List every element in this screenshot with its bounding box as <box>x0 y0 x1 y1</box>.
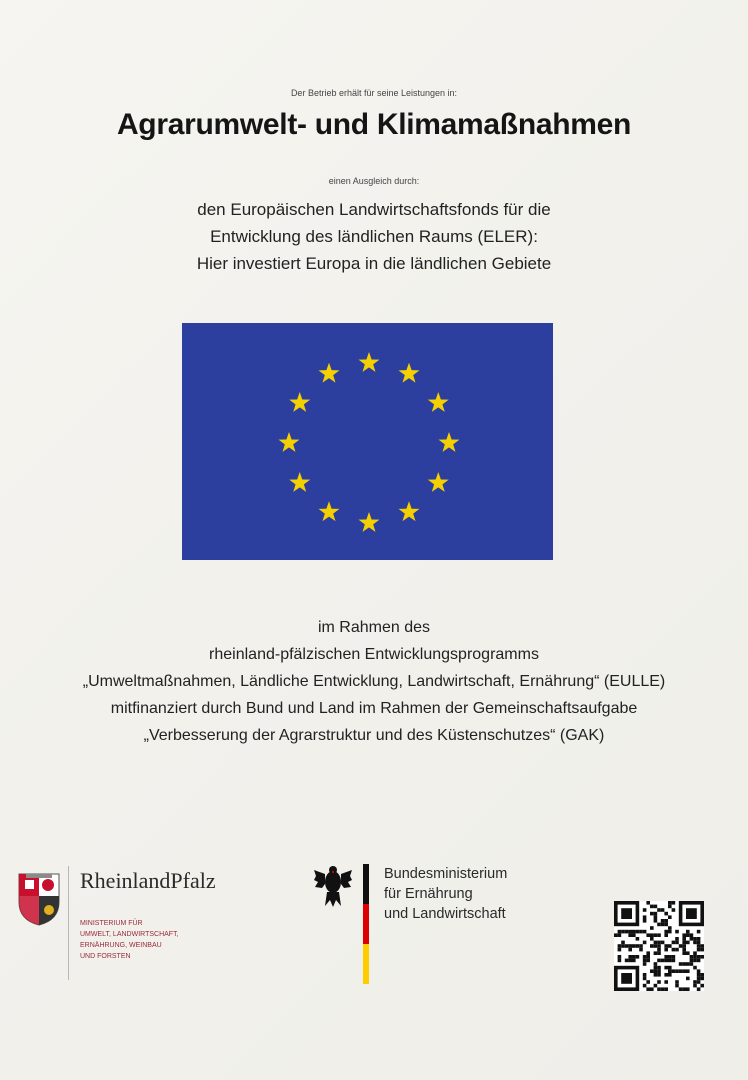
eler-line: Hier investiert Europa in die ländlichen Gebiete <box>196 254 552 273</box>
eler-line: Entwicklung des ländlichen Raums (ELER): <box>210 227 538 246</box>
rlp-ministry-name <box>80 918 179 962</box>
program-line: „Verbesserung der Agrarstruktur und des Küstenschutzes“ (GAK) <box>143 727 605 744</box>
eu-star-icon <box>359 352 380 372</box>
eu-star-icon <box>399 363 420 383</box>
bmel-line: Bundesministerium <box>384 866 508 882</box>
flag-stripe-black <box>363 864 369 904</box>
program-block <box>0 614 748 749</box>
eler-block <box>0 196 748 277</box>
eu-star-icon <box>289 472 310 492</box>
rlp-ministry-line: ERNÄHRUNG, WEINBAU <box>80 942 162 949</box>
bmel-name <box>384 864 507 924</box>
eu-star-icon <box>399 501 420 521</box>
eler-line: den Europäischen Landwirtschaftsfonds für die <box>197 200 551 219</box>
program-line: im Rahmen des <box>317 619 431 636</box>
eu-flag <box>182 323 553 560</box>
eu-star-icon <box>279 432 300 452</box>
eu-flag-stars <box>182 323 553 560</box>
intro-text: Der Betrieb erhält für seine Leistungen in: <box>290 88 458 98</box>
federal-eagle-icon <box>313 862 353 908</box>
eu-star-icon <box>319 363 340 383</box>
rlp-ministry-line: UND FORSTEN <box>80 953 131 960</box>
page-title: Agrarumwelt- und Klimamaßnahmen <box>116 108 632 141</box>
program-line: „Umweltmaßnahmen, Ländliche Entwicklung, Landwirtschaft, Ernährung“ (EULLE) <box>82 673 666 690</box>
compensation-text: einen Ausgleich durch: <box>328 176 420 186</box>
rlp-logo-text: RheinlandPfalz <box>80 868 216 893</box>
rlp-ministry-line: MINISTERIUM FÜR <box>80 920 143 927</box>
program-line: mitfinanziert durch Bund und Land im Rahmen der Gemeinschaftsaufgabe <box>110 700 638 717</box>
eu-star-icon <box>359 512 380 532</box>
flag-stripe-gold <box>363 944 369 984</box>
german-flag-bar <box>363 864 369 984</box>
eu-star-icon <box>439 432 460 452</box>
eu-star-icon <box>428 392 449 412</box>
bmel-line: für Ernährung <box>384 886 473 902</box>
qr-code-icon[interactable] <box>614 901 704 991</box>
eu-star-icon <box>319 501 340 521</box>
program-line: rheinland-pfälzischen Entwicklungsprogramms <box>209 646 539 663</box>
flag-stripe-red <box>363 904 369 944</box>
eu-star-icon <box>289 392 310 412</box>
rlp-ministry-line: UMWELT, LANDWIRTSCHAFT, <box>80 931 179 938</box>
rlp-crest-icon <box>17 872 61 926</box>
bmel-line: und Landwirtschaft <box>384 906 506 922</box>
rlp-divider <box>68 866 69 980</box>
eu-star-icon <box>428 472 449 492</box>
